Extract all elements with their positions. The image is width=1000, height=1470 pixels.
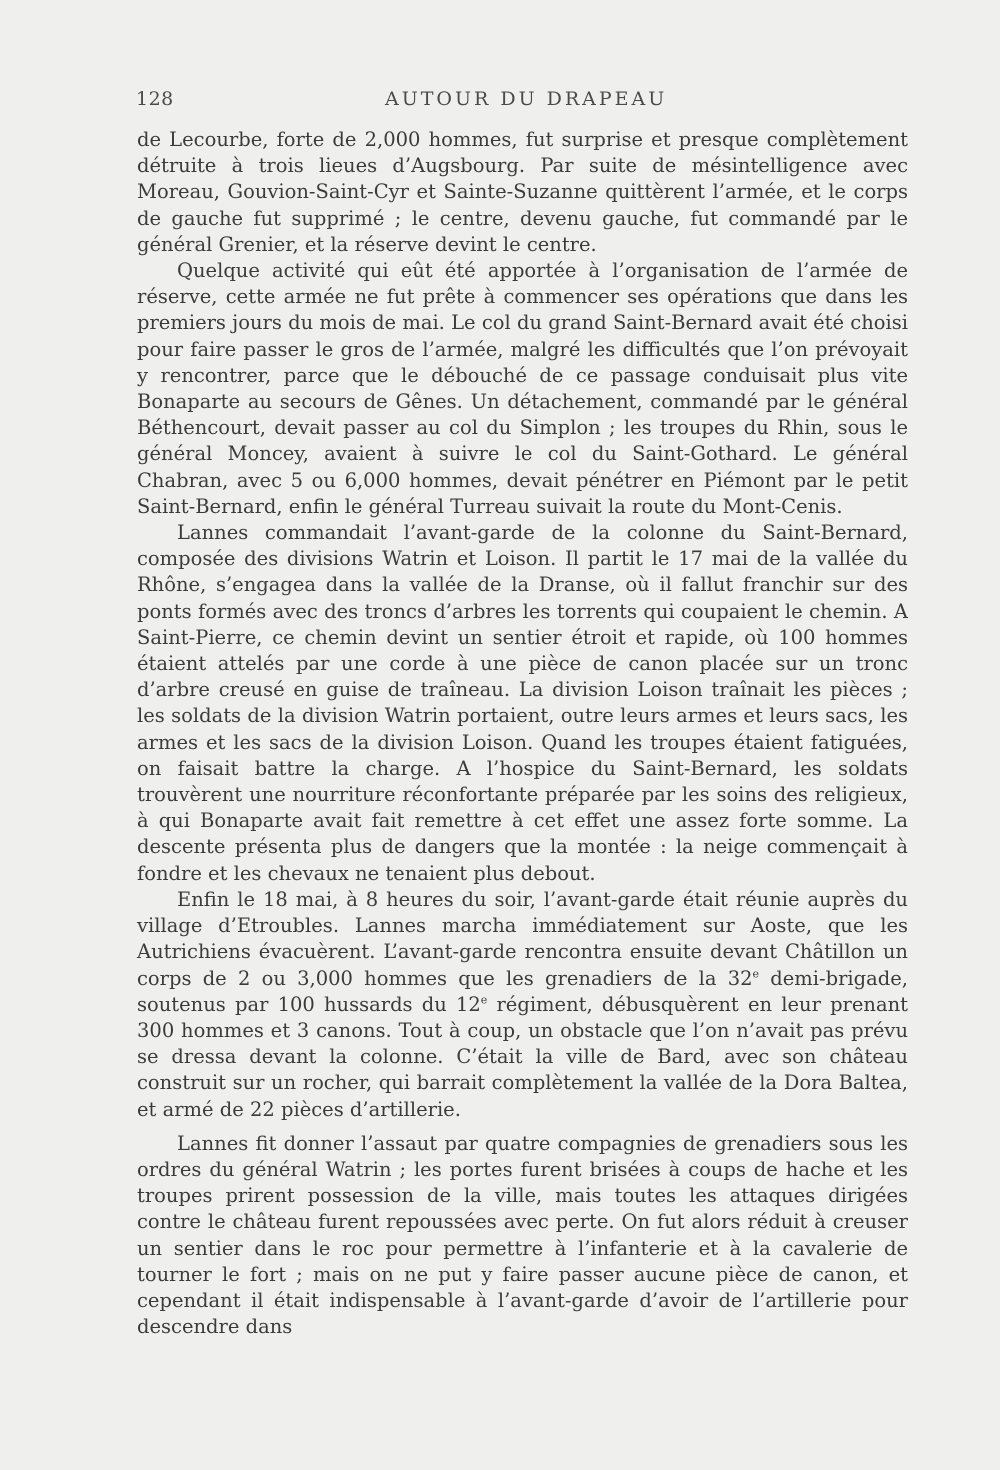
paragraph-5: Lannes fit donner l’assaut par quatre compagnies de grenadiers sous les ordres du général Watrin ; les portes furent brisées à coups de hache et les troupes prirent possession de la ville, mais toutes les attaques dirigées contre le château furent repoussées avec perte. On fut alors réduit à creuser un sentier dans le roc pour permettre à l’infanterie et à la cavalerie de tourner le fort ; mais on ne put y faire passer aucune pièce de canon, et cependant il était indispensable à l’avant-garde d’avoir de l’artillerie pour descendre dans	[137, 1131, 908, 1339]
page-number: 128	[136, 88, 174, 110]
paragraph-3: Lannes commandait l’avant-garde de la colonne du Saint-Bernard, composée des divisions Watrin et Loison. Il partit le 17 mai de la vallée du Rhône, s’engagea dans la vallée de la Dranse, où il fallut franchir sur des ponts formés avec des troncs d’arbres les torrents qui coupaient le chemin. A Saint-Pierre, ce chemin devint un sentier étroit et rapide, où 100 hommes étaient attelés par une corde à une pièce de canon placée sur un tronc d’arbre creusé en guise de traîneau. La division Loison traînait les pièces ; les soldats de la division Watrin portaient, outre leurs armes et leurs sacs, les armes et les sacs de la division Loison. Quand les troupes étaient fatiguées, on faisait battre la charge. A l’hospice du Saint-Bernard, les soldats trouvèrent une nourriture réconfortante préparée par les soins des religieux, à qui Bonaparte avait fait remettre à cet effet une assez forte somme. La descente présenta plus de dangers que la montée : la neige commençait à fondre et les chevaux ne tenaient plus debout.	[137, 521, 908, 885]
paragraph-4-part-2: demi-brigade, soutenus par 100 hussards du 12	[137, 966, 908, 1016]
ordinal-superscript: e	[752, 967, 760, 980]
paragraph-4-part-1: Enfin le 18 mai, à 8 heures du soir, l’avant-garde était réunie auprès du village d’Etroubles. Lannes marcha immédiatement sur Aoste, que les Autrichiens évacuèrent. L’avant-garde rencontra ensuite devant Châtillon un corps de 2 ou 3,000 hommes que les grenadiers de la 32	[137, 887, 908, 990]
running-title: AUTOUR DU DRAPEAU	[385, 88, 668, 110]
paragraph-1: de Lecourbe, forte de 2,000 hommes, fut surprise et presque complètement détruite à trois lieues d’Augsbourg. Par suite de mésintelligence avec Moreau, Gouvion-Saint-Cyr et Sainte-Suzanne quittèrent l’armée, et le corps de gauche fut supprimé ; le centre, devenu gauche, fut commandé par le général Grenier, et la réserve devint le centre.	[137, 128, 908, 256]
body-text	[137, 127, 908, 1340]
paragraph-4	[137, 887, 908, 1123]
paragraph-2: Quelque activité qui eût été apportée à l’organisation de l’armée de réserve, cette armée ne fut prête à commencer ses opérations que dans les premiers jours du mois de mai. Le col du grand Saint-Bernard avait été choisi pour faire passer le gros de l’armée, malgré les difficultés que l’on prévoyait y rencontrer, parce que le débouché de ce passage conduisait plus vite Bonaparte au secours de Gênes. Un détachement, commandé par le général Béthencourt, devait passer au col du Simplon ; les troupes du Rhin, sous le général Moncey, avaient à suivre le col du Saint-Gothard. Le général Chabran, avec 5 ou 6,000 hommes, devait pénétrer en Piémont par le petit Saint-Bernard, enfin le général Turreau suivait la route du Mont-Cenis.	[137, 259, 908, 518]
ordinal-superscript: e	[480, 993, 488, 1007]
paragraph-4-part-3: régiment, débusquèrent en leur prenant 300 hommes et 3 canons. Tout à coup, un obstacle que l’on n’avait pas prévu se dressa devant la colonne. C’était la ville de Bard, avec son château construit sur un rocher, qui barrait complètement la vallée de la Dora Baltea, et armé de 22 pièces d’artillerie.	[137, 992, 908, 1121]
